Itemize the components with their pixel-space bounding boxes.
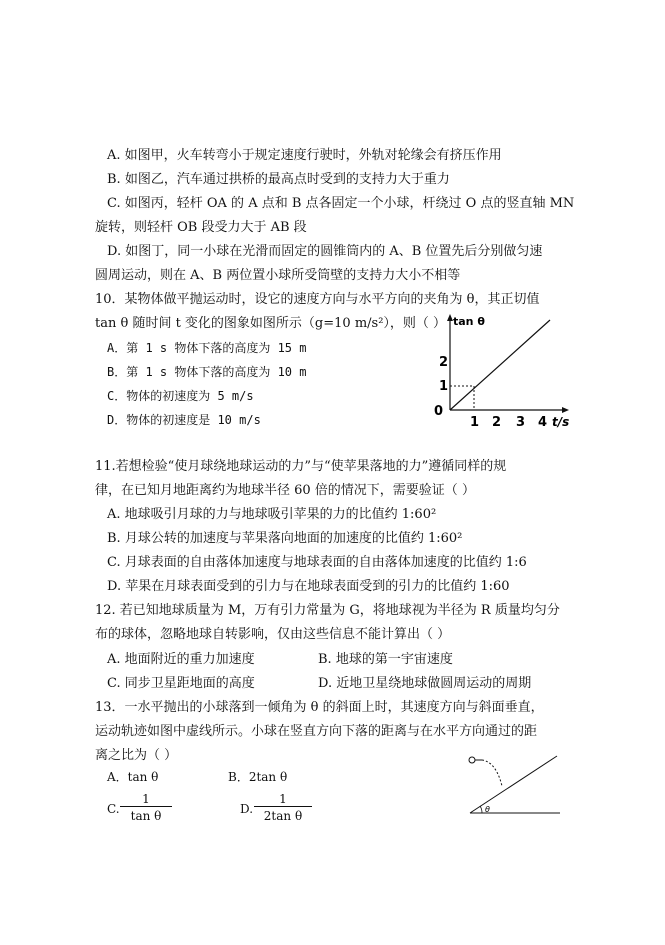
q13-stem-line2: 运动轨迹如图中虚线所示。小球在竖直方向下落的距离与在水平方向通过的距: [95, 724, 538, 739]
q9-option-d-line1: D. 如图丁，同一小球在光滑而固定的圆锥筒内的 A、B 位置先后分别做匀速: [107, 244, 543, 259]
incline-line: [470, 756, 557, 813]
q13-option-d-label: D.: [240, 802, 254, 816]
y-tick-label: 2: [439, 355, 449, 370]
origin-label: 0: [434, 404, 444, 419]
q13-stem-line1: 13．一水平抛出的小球落到一倾角为 θ 的斜面上时，其速度方向与斜面垂直，: [95, 700, 544, 715]
q9-option-c-line2: 旋转，则轻杆 OB 段受力大于 AB 段: [95, 220, 307, 235]
q9-option-b: B. 如图乙，汽车通过拱桥的最高点时受到的支持力大于重力: [107, 172, 450, 187]
tan-theta-graph: [425, 310, 575, 430]
fraction-numerator: 1: [142, 792, 150, 806]
q9-option-a: A. 如图甲，火车转弯小于规定速度行驶时，外轨对轮缘会有挤压作用: [107, 148, 502, 163]
q10-option-a: A．第 1 s 物体下落的高度为 15 m: [107, 341, 307, 355]
q12-option-a: A. 地面附近的重力加速度: [107, 652, 255, 667]
q13-option-b: B．2tan θ: [228, 770, 288, 784]
q12-option-d: D. 近地卫星绕地球做圆周运动的周期: [318, 676, 532, 691]
x-tick-label: 2: [492, 415, 502, 430]
q12-option-c: C. 同步卫星距地面的高度: [107, 676, 255, 691]
q13-option-a: A．tan θ: [107, 770, 159, 784]
q10-option-b: B．第 1 s 物体下落的高度为 10 m: [107, 365, 307, 379]
q13-option-d-fraction: [254, 792, 312, 823]
q9-option-d-line2: 圆周运动，则在 A、B 两位置小球所受筒壁的支持力大小不相等: [95, 268, 461, 283]
trajectory-dashed: [482, 760, 502, 786]
fraction-denominator: 2tan θ: [254, 806, 312, 823]
fraction-numerator: 1: [279, 792, 287, 806]
x-axis-arrow: [562, 407, 569, 413]
q12-option-b: B. 地球的第一宇宙速度: [318, 652, 453, 667]
q11-option-a: A. 地球吸引月球的力与地球吸引苹果的力的比值约 1:60²: [107, 507, 437, 522]
q13-option-c-fraction: [120, 792, 172, 823]
q12-stem-line2: 布的球体，忽略地球自转影响，仅由这些信息不能计算出（ ）: [95, 627, 451, 642]
q10-option-c: C．物体的初速度为 5 m/s: [107, 389, 254, 403]
q10-stem-line2: tan θ 随时间 t 变化的图象如图所示（g=10 m/s²），则（ ）: [95, 316, 447, 331]
x-tick-label: 1: [470, 415, 480, 430]
y-tick-label: 1: [439, 379, 449, 394]
q11-option-c: C. 月球表面的自由落体加速度与地球表面的自由落体加速度的比值约 1:6: [107, 555, 527, 570]
theta-label: θ: [485, 805, 490, 814]
x-tick-label: 3: [516, 415, 526, 430]
x-tick-label: 4: [538, 415, 548, 430]
q9-option-c-line1: C. 如图丙，轻杆 OA 的 A 点和 B 点各固定一个小球，杆绕过 O 点的竖直轴 MN: [107, 196, 575, 211]
q10-stem-line1: 10．某物体做平抛运动时，设它的速度方向与水平方向的夹角为 θ，其正切值: [95, 292, 540, 307]
fraction-denominator: tan θ: [120, 806, 172, 823]
x-axis-label: t/s: [552, 415, 570, 429]
q11-option-b: B. 月球公转的加速度与苹果落向地面的加速度的比值约 1:60²: [107, 531, 463, 546]
incline-figure: [460, 748, 565, 823]
q13-stem-line3: 离之比为（ ）: [95, 748, 178, 763]
ball-icon: [469, 757, 475, 763]
q10-option-d: D．物体的初速度是 10 m/s: [107, 413, 261, 427]
q11-option-d: D. 苹果在月球表面受到的引力与在地球表面受到的引力的比值约 1:60: [107, 579, 510, 594]
q11-stem-line2: 律，在已知月地距离约为地球半径 60 倍的情况下，需要验证（ ）: [95, 483, 475, 498]
angle-arc: [480, 806, 482, 813]
data-line: [450, 320, 550, 410]
q11-stem-line1: 11.若想检验“使月球绕地球运动的力”与“使苹果落地的力”遵循同样的规: [95, 459, 507, 474]
q12-stem-line1: 12. 若已知地球质量为 M，万有引力常量为 G，将地球视为半径为 R 质量均匀分: [95, 603, 560, 618]
q13-option-c-label: C.: [107, 802, 120, 816]
y-axis-label: tan θ: [453, 315, 485, 328]
